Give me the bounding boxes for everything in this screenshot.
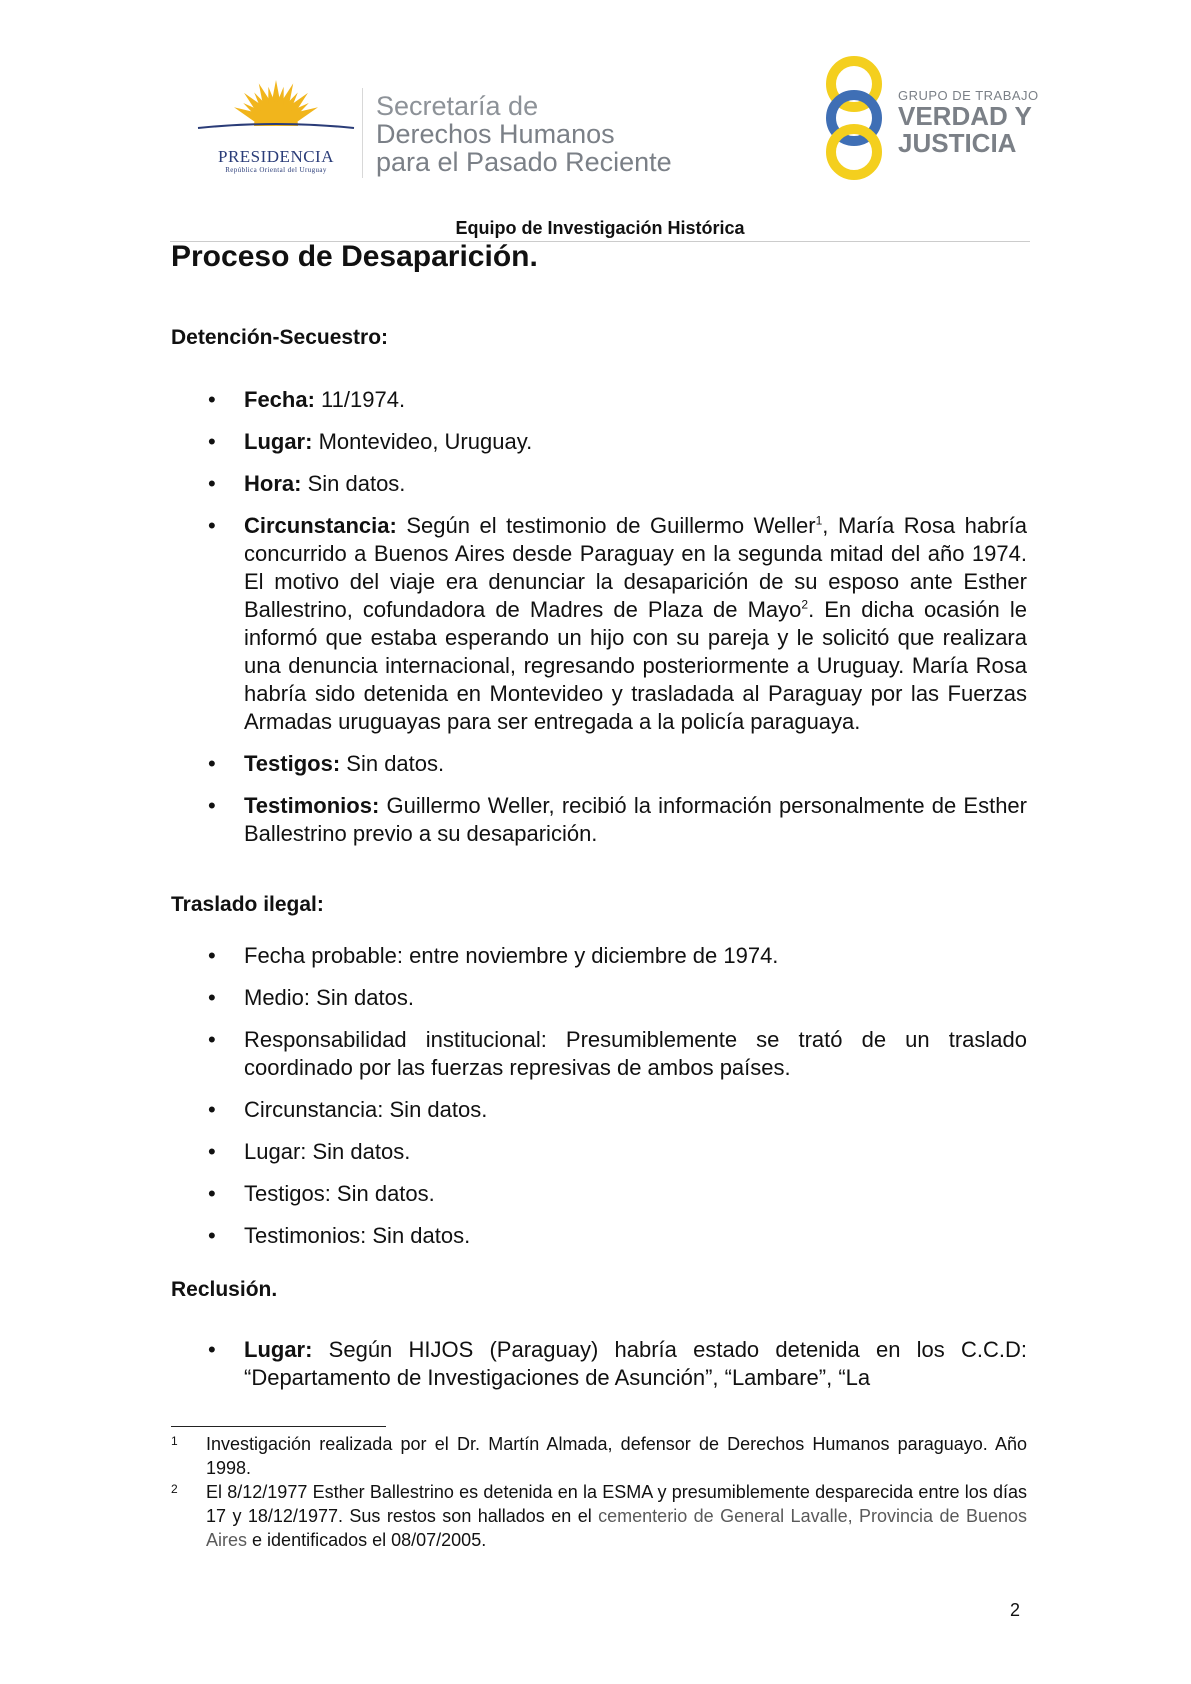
footnote-2 [171, 1480, 1027, 1552]
list-item: • Testigos: Sin datos. [205, 1180, 1027, 1208]
reclusion-list [205, 1336, 1027, 1406]
footnote-text-part: El 8/12/1977 Esther Ballestrino es detenida en la ESMA y presumiblemente desparecida entre los días 17 y 18/12/1977. Sus restos son hallados en el [206, 1482, 1027, 1526]
list-item [205, 750, 1027, 778]
page-title: Proceso de Desaparición. [171, 240, 538, 273]
vyj-line-1: VERDAD Y [898, 101, 1032, 131]
secretaria-line-1: Secretaría de [376, 91, 539, 121]
verdad-justicia-logo-text [898, 88, 1039, 157]
list-item [205, 386, 1027, 414]
list-item: • Fecha probable: entre noviembre y diciembre de 1974. [205, 942, 1027, 970]
presidencia-label: PRESIDENCIA [217, 147, 334, 166]
footnote-rule [171, 1426, 386, 1427]
field-value: Montevideo, Uruguay. [318, 429, 533, 454]
vyj-line-2: JUSTICIA [898, 128, 1017, 158]
field-value: 11/1974. [321, 387, 406, 412]
field-value: . En dicha ocasión le informó que estaba esperando un hijo con su pareja y le solicitó que realizara una denuncia internacional, regresando posteriormente a Uruguay. María Rosa habría sido detenida en Montevideo y trasladada al Paraguay por las Fuerzas Armadas uruguayas para ser entregada a la policía paraguaya. [244, 597, 1027, 734]
footnote-ref[interactable]: 1 [815, 513, 823, 528]
section-heading-reclusion: Reclusión. [171, 1278, 278, 1301]
field-value: Sin datos. [346, 751, 445, 776]
section-heading-traslado: Traslado ilegal: [171, 893, 324, 916]
presidencia-subtitle: República Oriental del Uruguay [225, 166, 327, 174]
list-item: • Circunstancia: Sin datos. [205, 1096, 1027, 1124]
page-number: 2 [1010, 1600, 1021, 1620]
field-value: , María Rosa habría concurrido a Buenos Aires desde Paraguay en la segunda mitad del año 1974. El motivo del viaje era denunciar la desaparición de su esposo ante Esther Ballestrino, cofundadora de Madres de Plaza de Mayo [244, 513, 1027, 622]
field-label: Fecha: [244, 387, 315, 412]
list-item: • Medio: Sin datos. [205, 984, 1027, 1012]
secretaria-line-3: para el Pasado Reciente [376, 147, 672, 177]
list-item: • Testimonios: Sin datos. [205, 1222, 1027, 1250]
field-value: Según HIJOS (Paraguay) habría estado detenida en los C.C.D: “Departamento de Investigaciones de Asunción”, “Lambare”, “La [244, 1337, 1027, 1390]
field-value: Sin datos. [307, 471, 406, 496]
list-item [205, 470, 1027, 498]
list-item [205, 1336, 1027, 1392]
field-label: Lugar: [244, 1337, 313, 1362]
traslado-list [205, 942, 1027, 1264]
field-value: Según el testimonio de Guillermo Weller [406, 513, 816, 538]
list-item [205, 792, 1027, 848]
team-name: Equipo de Investigación Histórica [455, 218, 745, 238]
field-label: Testimonios: [244, 793, 380, 818]
footnote-text: Investigación realizada por el Dr. Martín Almada, defensor de Derechos Humanos paraguayo. Año 1998. [206, 1434, 1027, 1478]
detencion-list [205, 386, 1027, 862]
vyj-small-label: GRUPO DE TRABAJO [898, 88, 1039, 103]
footnote-1 [171, 1432, 1027, 1480]
field-label: Lugar: [244, 429, 313, 454]
field-label: Hora: [244, 471, 302, 496]
field-label: Testigos: [244, 751, 341, 776]
footnote-ref[interactable]: 2 [801, 597, 809, 612]
secretaria-line-2: Derechos Humanos [376, 119, 615, 149]
list-item: • Lugar: Sin datos. [205, 1138, 1027, 1166]
list-item [205, 512, 1027, 736]
secretaria-logo-text [376, 92, 672, 176]
verdad-justicia-rings-logo [822, 56, 892, 180]
footnote-text-part: cementerio de General Lavalle, Provincia de Buenos Aires [206, 1506, 1027, 1550]
footnote-number: 2 [171, 1482, 178, 1496]
section-heading-detencion: Detención-Secuestro: [171, 326, 389, 349]
footnote-text-part: e identificados el 08/07/2005. [252, 1530, 487, 1550]
field-value: Guillermo Weller, recibió la información personalmente de Esther Ballestrino previo a su desaparición. [244, 793, 1027, 846]
field-label: Circunstancia: [244, 513, 397, 538]
footnote-number: 1 [171, 1434, 178, 1448]
header-divider [362, 88, 363, 178]
list-item [205, 428, 1027, 456]
footnote-text [206, 1480, 1027, 1552]
list-item: • Responsabilidad institucional: Presumiblemente se trató de un traslado coordinado por las fuerzas represivas de ambos países. [205, 1026, 1027, 1082]
